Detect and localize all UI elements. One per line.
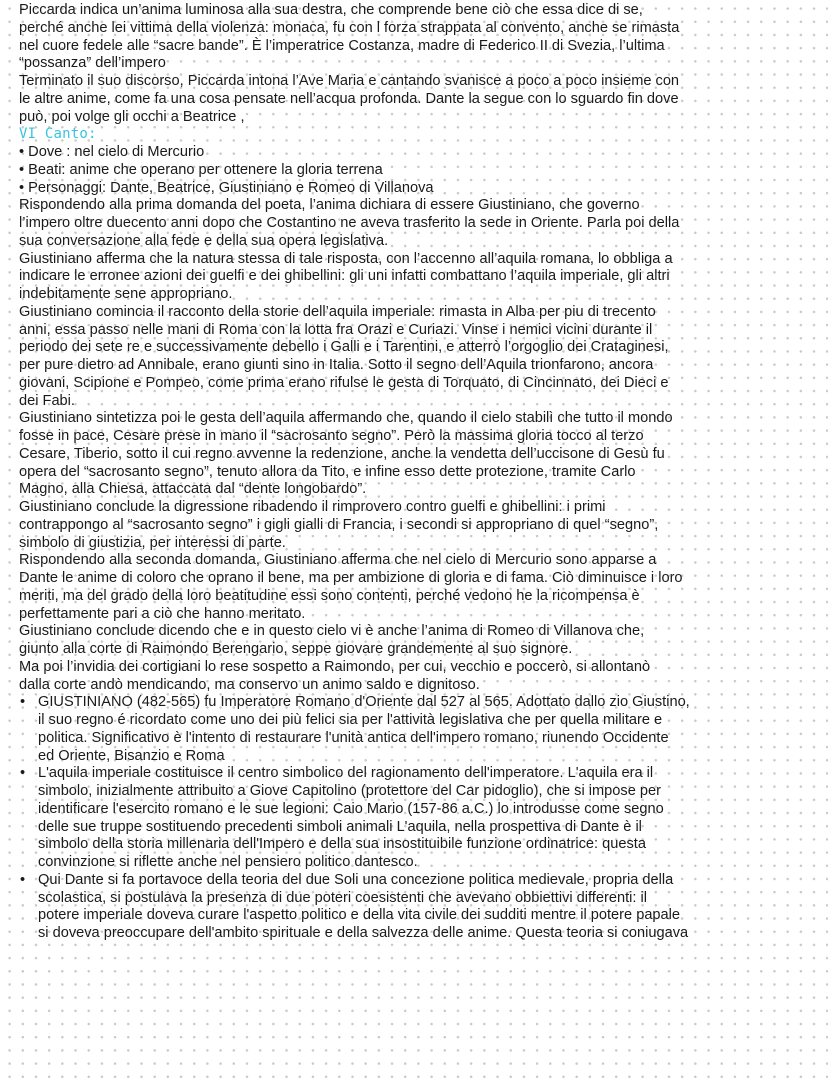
text-line: giunto alla corte di Raimondo Berengario, seppe giovare grandemente al suo signore. [19, 641, 573, 657]
bullet-text: L'aquila imperiale costituisce il centro simbolico del ragionamento dell'imperatore. L'aquila era il [38, 765, 654, 782]
text-line: Giustiniano afferma che la natura stessa di tale risposta, con l’accenno all’aquila romana, lo obbliga a [19, 250, 673, 267]
bullet-text: Qui Dante si fa portavoce della teoria del due Soli una concezione politica medievale, propria della [38, 871, 674, 888]
text-line: periodo dei sete re e successivamente debello i Galli e i Tarentini, e atterrò l’orgoglio dei Crataginesi, [19, 339, 669, 356]
bullet-continuation: il suo regno é ricordato come uno dei più felici sia per l'attività legislativa che per quella militare e [38, 712, 663, 728]
bullet-continuation: ed Oriente, Bisanzio e Roma [38, 747, 225, 764]
list-item-text: Personaggi: Dante, Beatrice, Giustiniano e Romeo di Villanova [28, 179, 434, 196]
text-line: giovani, Scipione e Pompeo, come prima erano rifulse le gesta di Torquato, di Cincinnato, dei Dieci e [19, 374, 669, 391]
text-line: indebitamente sene appropriano. [19, 286, 233, 302]
text-line: Terminato il suo discorso, Piccarda intona l’Ave Maria e cantando svanisce a poco a poco insieme con [19, 73, 680, 89]
text-line: per pure dietro ad Annibale, erano giunti sino in Italia. Sotto il segno dell’Aquila trionfarono, ancora [19, 357, 654, 373]
text-line: Rispondendo alla seconda domanda, Giustiniano afferma che nel cielo di Mercurio sono apparse a [19, 552, 657, 569]
text-line: Dante le anime di coloro che oprano il bene, ma per ambizione di gloria e di fama. Ciò diminuisce i loro [19, 570, 683, 586]
text-line: dalla corte andò mendicando, ma conservo un animo saldo e dignitoso. [19, 676, 480, 693]
bullet-text: GIUSTINIANO (482-565) fu Imperatore Romano d'Oriente dal 527 al 565. Adottato dallo zio Giustino, [38, 694, 690, 711]
text-line: contrappongo al “sacrosanto segno” i gigli gialli di Francia, i secondi si appropriano di quel “segno”, [19, 516, 659, 533]
list-item: • Beati: anime che operano per ottenere la gloria terrena [19, 161, 383, 178]
bullet-dot: • [20, 871, 26, 888]
text-line: indicare le erronee azioni dei guelfi e dei ghibellini: gli uni infatti combattano l’aquila imperiale, gli altri [19, 268, 670, 285]
bullet-continuation: delle sue truppe sostituendo precedenti simboli animali L'aquila, nella prospettiva di Dante è il [38, 818, 642, 835]
text-line: fosse in pace, Cesare prese in mano il “sacrosanto segno”. Però la massima gloria tocco al terzo [19, 428, 644, 444]
text-line: simbolo di giustizia, per interessi di parte. [19, 534, 286, 551]
text-line: opera del “sacrosanto segno”, tenuto allora da Tito, e infine esso dette protezione, tramite Carlo [19, 463, 636, 480]
text-line: perfettamente pari a ciò che hanno meritato. [19, 605, 306, 622]
list-item: • Personaggi: Dante, Beatrice, Giustiniano e Romeo di Villanova [19, 179, 434, 196]
bullet-item [19, 765, 822, 783]
bullet-continuation: simbolo della storia millenaria dell'Impero e della sua insostituibile funzione ordinatrice: questa [38, 836, 646, 853]
text-line: può, poi volge gli occhi a Beatrice , [19, 108, 245, 125]
bullet-continuation: potere imperiale doveva curare l'aspetto politico e della vita civile dei sudditi mentre il potere papale [38, 907, 681, 924]
text-line: Giustiniano sintetizza poi le gesta dell’aquila affermando che, quando il cielo stabilì che tutto il mondo [19, 410, 673, 427]
text-line: Giustiniano conclude la digressione ribadendo il rimprovero contro guelfi e ghibellini: i primi [19, 499, 606, 515]
bullet-continuation: si doveva preoccupare dell'ambito spirituale e della salvezza delle anime. Questa teoria si coniugava [38, 925, 689, 941]
list-item-text: Beati: anime che operano per ottenere la gloria terrena [28, 161, 383, 178]
section-heading: VI Canto: [19, 126, 97, 143]
bullet-dot: • [20, 765, 26, 782]
list-item: • Dove : nel cielo di Mercurio [19, 144, 205, 160]
intro-paragraph [19, 2, 822, 126]
bullet-continuation: politica. Significativo è l'intento di restaurare l'unità antica dell'impero romano, riunendo Occidente [38, 729, 669, 746]
text-line: Giustiniano conclude dicendo che e in questo cielo vi è anche l’anima di Romeo di Villanova che, [19, 623, 645, 640]
text-line: dei Fabi. [19, 392, 75, 409]
bullet-continuation: simbolo, inizialmente attribuito a Giove Capitolino (protettore del Car pidoglio), che si impose per [38, 783, 661, 799]
text-line: Cesare, Tiberio, sotto il cui regno avvenne la redenzione, anche la vendetta dell’uccisone di Gesù fu [19, 445, 665, 462]
text-line: “possanza” dell’impero [19, 55, 166, 72]
summary-list [19, 144, 822, 197]
text-line: le altre anime, come fa una cosa pensate nell’acqua profonda. Dante la segue con lo sguardo fin dove [19, 90, 679, 107]
text-line: nel cuore fedele alle “sacre bande”. È l’imperatrice Costanza, madre di Federico II di Svezia, l’ultima [19, 37, 665, 54]
text-line: Giustiniano comincia il racconto della storie dell’aquila imperiale: rimasta in Alba per piu di trecento [19, 303, 656, 320]
bullet-continuation: scolastica, si postulava la presenza di due poteri coesistenti che avevano obbiettivi differenti: il [38, 889, 647, 906]
bullet-dot: • [20, 694, 26, 711]
notes-list [19, 694, 822, 943]
bullet-continuation: convinzione si riflette anche nel pensiero politico dantesco. [38, 854, 418, 870]
text-line: Piccarda indica un’anima luminosa alla sua destra, che comprende bene ciò che essa dice di se, [19, 2, 643, 18]
text-line: sua conversazione alla fede e della sua opera legislativa. [19, 232, 389, 249]
body-text [19, 197, 822, 694]
text-line: Ma poi l’invidia dei cortigiani lo rese sospetto a Raimondo, per cui, vecchio e poccerò, si allontanò [19, 658, 651, 675]
list-item-text: Dove : nel cielo di Mercurio [28, 144, 205, 160]
text-line: l’impero oltre duecento anni dopo che Costantino ne aveva trasferito la sede in Oriente. Parla poi della [19, 215, 680, 231]
text-line: anni, essa passo nelle mani di Roma con la lotta fra Orazi e Curiazi. Vinse i nemici vicini durante il [19, 321, 653, 338]
text-line: Rispondendo alla prima domanda del poeta, l’anima dichiara di essere Giustiniano, che governo [19, 197, 640, 214]
text-line: perché anche lei vittima della violenza: monaca, fu con l forza strappata al convento, anche se rimasta [19, 19, 680, 36]
text-line: meriti, ma del grado della loro beatitudine essi sono contenti, perché vedono he la ricompensa è [19, 587, 640, 604]
bullet-continuation: identificare l'esercito romano e le sue legioni: Caio Mario (157-86 a.C.) lo introdusse come segno [38, 800, 664, 817]
bullet-item [19, 872, 822, 890]
text-line: Magno, alla Chiesa, attaccata dal “dente longobardo”. [19, 481, 367, 498]
bullet-item [19, 694, 822, 712]
